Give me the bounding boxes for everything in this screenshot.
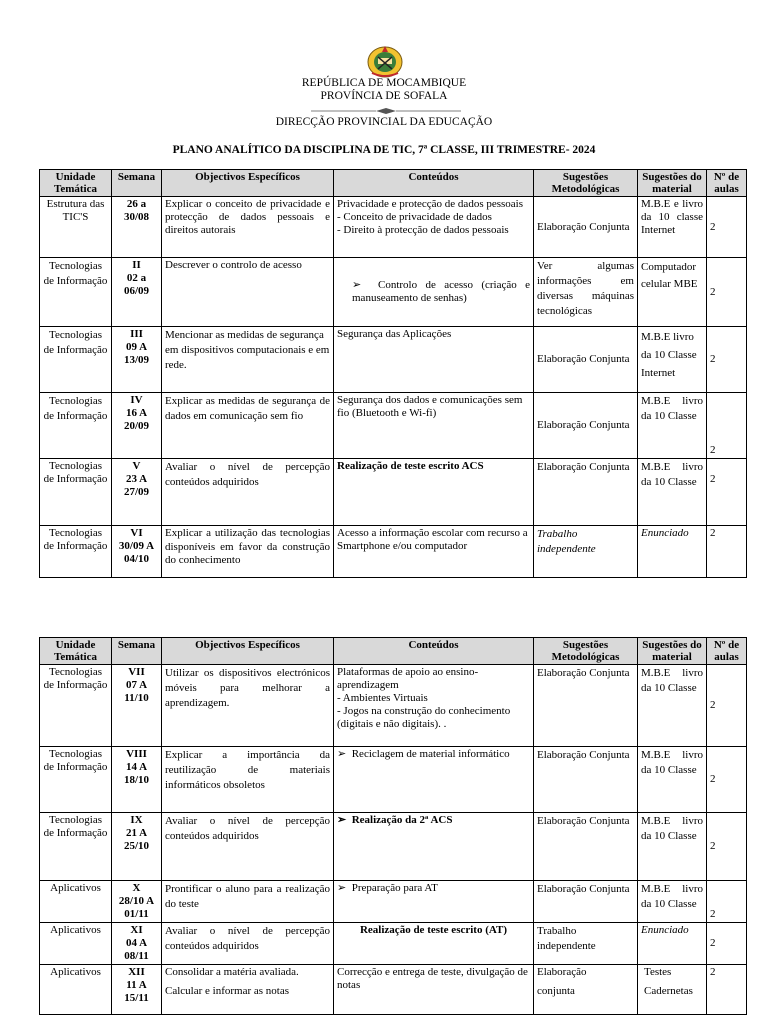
week-number: III	[130, 328, 143, 340]
week-dates: 14 A 18/10	[123, 761, 150, 786]
aulas-cell: 2	[707, 665, 747, 747]
content-line: Plataformas de apoio ao ensino-aprendizagem	[337, 666, 479, 691]
aulas-cell: 2	[707, 747, 747, 813]
unit-cell: Tecnologias de Informação	[40, 327, 112, 393]
material-cell: Enunciado	[638, 923, 707, 965]
material-cell: Computador celular MBE	[638, 258, 707, 327]
column-header: Semana	[112, 638, 162, 665]
week-dates: 04 A 08/11	[124, 937, 149, 962]
column-header: Sugestões Metodológicas	[534, 170, 638, 197]
content-cell	[334, 665, 534, 747]
material-line: Cadernetas	[644, 985, 693, 997]
aulas-cell: 2	[707, 393, 747, 459]
method-cell: Elaboração Conjunta	[534, 459, 638, 526]
week-number: XI	[130, 924, 143, 936]
column-header: Unidade Temática	[40, 638, 112, 665]
table-row	[40, 258, 747, 327]
objective-line: Calcular e informar as notas	[165, 985, 290, 997]
content-cell	[334, 327, 534, 393]
content-line: - Jogos na construção do conhecimento (digitais e não digitais). .	[337, 705, 511, 730]
method-cell: Elaboração Conjunta	[534, 197, 638, 258]
content-line: Privacidade e protecção de dados pessoais	[337, 198, 524, 210]
material-cell: M.B.E livro da 10 Classe	[638, 747, 707, 813]
material-cell: M.B.E livro da 10 Classe	[638, 665, 707, 747]
unit-cell: Aplicativos	[40, 965, 112, 1015]
content-cell	[334, 923, 534, 965]
material-cell: Enunciado	[638, 526, 707, 578]
column-header: Unidade Temática	[40, 170, 112, 197]
method-cell: Trabalho independente	[534, 526, 638, 578]
objective-cell: Utilizar os dispositivos electrónicos móveis para melhorar a aprendizagem.	[162, 665, 334, 747]
content-line: ➢ Reciclagem de material informático	[337, 748, 530, 761]
method-line: conjunta	[537, 985, 575, 997]
table-row	[40, 459, 747, 526]
week-cell	[112, 881, 162, 923]
method-cell: Elaboração Conjunta	[534, 393, 638, 459]
week-dates: 23 A 27/09	[123, 473, 150, 498]
unit-cell: Aplicativos	[40, 881, 112, 923]
week-dates: 26 a 30/08	[123, 198, 150, 223]
method-cell: Elaboração Conjunta	[534, 881, 638, 923]
column-header: Sugestões Metodológicas	[534, 638, 638, 665]
objective-cell: Explicar o conceito de privacidade e protecção de dados pessoais e direitos autorais	[162, 197, 334, 258]
content-cell	[334, 197, 534, 258]
material-cell: M.B.E livro da 10 Classe	[638, 393, 707, 459]
aulas-cell: 2	[707, 459, 747, 526]
content-cell	[334, 965, 534, 1015]
unit-cell: Tecnologias de Informação	[40, 813, 112, 881]
plan-table-2	[39, 637, 747, 1015]
week-number: X	[132, 882, 141, 894]
unit-cell: Estrutura das TIC'S	[40, 197, 112, 258]
column-header: Conteúdos	[334, 170, 534, 197]
unit-cell: Tecnologias de Informação	[40, 393, 112, 459]
objective-cell: Explicar as medidas de segurança de dados em comunicação sem fio	[162, 393, 334, 459]
content-line: Segurança dos dados e comunicações sem fio (Bluetooth e Wi-fi)	[337, 394, 523, 419]
aulas-cell: 2	[707, 327, 747, 393]
header-divider	[311, 108, 461, 114]
week-number: XII	[128, 966, 145, 978]
column-header: Sugestões do material	[638, 638, 707, 665]
content-line: - Conceito de privacidade de dados	[337, 211, 492, 223]
directorate-name: DIRECÇÃO PROVINCIAL DA EDUCAÇÃO	[275, 116, 493, 128]
content-line: ➢ Preparação para AT	[337, 882, 530, 895]
week-cell	[112, 747, 162, 813]
aulas-cell: 2	[707, 881, 747, 923]
method-cell: Trabalho independente	[534, 923, 638, 965]
week-cell	[112, 197, 162, 258]
week-cell	[112, 327, 162, 393]
content-line: ➢ Realização da 2ª ACS	[337, 814, 530, 827]
content-line: Realização de teste escrito ACS	[337, 460, 484, 472]
objective-cell: Mencionar as medidas de segurança em dispositivos computacionais e em rede.	[162, 327, 334, 393]
table-row	[40, 813, 747, 881]
objective-cell: Explicar a importância da reutilização de materiais informáticos obsoletos	[162, 747, 334, 813]
material-line: Testes	[644, 966, 672, 978]
column-header: Objectivos Específicos	[162, 170, 334, 197]
table-header-row	[40, 170, 747, 197]
material-cell: M.B.E livro da 10 Classe	[638, 881, 707, 923]
content-line: Segurança das Aplicações	[337, 328, 452, 340]
week-number: IX	[130, 814, 143, 826]
method-cell	[534, 965, 638, 1015]
table-row	[40, 393, 747, 459]
week-number: IV	[130, 394, 143, 406]
week-dates: 09 A 13/09	[123, 341, 150, 366]
content-line: - Ambientes Virtuais	[337, 692, 428, 704]
table-row	[40, 665, 747, 747]
column-header: Objectivos Específicos	[162, 638, 334, 665]
material-cell	[638, 965, 707, 1015]
content-cell	[334, 526, 534, 578]
aulas-cell: 2	[707, 923, 747, 965]
objective-line: Consolidar a matéria avaliada.	[165, 966, 299, 978]
aulas-cell: 2	[707, 197, 747, 258]
column-header: Semana	[112, 170, 162, 197]
week-cell	[112, 393, 162, 459]
method-cell: Elaboração Conjunta	[534, 813, 638, 881]
content-cell	[334, 881, 534, 923]
material-cell: M.B.E e livro da 10 classe Internet	[638, 197, 707, 258]
week-cell	[112, 258, 162, 327]
week-dates: 07 A 11/10	[124, 679, 149, 704]
republic-name: REPÚBLICA DE MOCAMBIQUE	[301, 77, 467, 89]
week-number: VI	[130, 527, 143, 539]
column-header: Conteúdos	[334, 638, 534, 665]
content-line: Acesso a informação escolar com recurso a Smartphone e/ou computador	[337, 527, 528, 552]
week-dates: 16 A 20/09	[123, 407, 150, 432]
week-cell	[112, 665, 162, 747]
column-header: Sugestões do material	[638, 170, 707, 197]
content-cell	[334, 747, 534, 813]
week-dates: 30/09 A 04/10	[118, 540, 155, 565]
material-cell: M.B.E livro da 10 Classe	[638, 459, 707, 526]
objective-cell: Prontificar o aluno para a realização do teste	[162, 881, 334, 923]
method-cell: Elaboração Conjunta	[534, 327, 638, 393]
content-cell	[334, 459, 534, 526]
aulas-cell: 2	[707, 258, 747, 327]
week-cell	[112, 923, 162, 965]
content-line: ➢ Controlo de acesso (criação e manuseamento de senhas)	[352, 279, 530, 305]
week-cell	[112, 459, 162, 526]
table-row	[40, 327, 747, 393]
document-title: PLANO ANALÍTICO DA DISCIPLINA DE TIC, 7ª CLASSE, III TRIMESTRE- 2024	[172, 144, 596, 156]
method-line: Elaboração	[537, 966, 587, 978]
plan-table-1	[39, 169, 747, 578]
week-number: VII	[128, 666, 145, 678]
objective-cell: Descrever o controlo de acesso	[162, 258, 334, 327]
republic-emblem-icon	[366, 43, 404, 79]
unit-cell: Aplicativos	[40, 923, 112, 965]
objective-cell: Avaliar o nível de percepção conteúdos adquiridos	[162, 813, 334, 881]
column-header: Nº de aulas	[707, 638, 747, 665]
content-line: Correcção e entrega de teste, divulgação de notas	[337, 966, 528, 991]
content-cell	[334, 813, 534, 881]
unit-cell: Tecnologias de Informação	[40, 459, 112, 526]
unit-cell: Tecnologias de Informação	[40, 747, 112, 813]
method-cell: Elaboração Conjunta	[534, 665, 638, 747]
content-cell	[334, 258, 534, 327]
column-header: Nº de aulas	[707, 170, 747, 197]
week-number: V	[132, 460, 141, 472]
week-cell	[112, 526, 162, 578]
table-row	[40, 526, 747, 578]
content-line: - Direito à protecção de dados pessoais	[337, 224, 509, 236]
week-dates: 28/10 A 01/11	[118, 895, 155, 920]
material-cell: M.B.E livro da 10 Classe Internet	[638, 327, 707, 393]
table-row	[40, 881, 747, 923]
content-line: Realização de teste escrito (AT)	[359, 924, 507, 936]
aulas-cell: 2	[707, 813, 747, 881]
table-row	[40, 923, 747, 965]
week-cell	[112, 965, 162, 1015]
content-cell	[334, 393, 534, 459]
objective-cell: Avaliar o nível de percepção conteúdos adquiridos	[162, 459, 334, 526]
objective-cell: Avaliar o nível de percepção conteúdos adquiridos	[162, 923, 334, 965]
method-cell: Ver algumas informações em diversas máquinas tecnológicas	[534, 258, 638, 327]
province-name: PROVÍNCIA DE SOFALA	[320, 90, 448, 102]
table-row	[40, 197, 747, 258]
aulas-cell: 2	[707, 965, 747, 1015]
week-cell	[112, 813, 162, 881]
week-dates: 02 a 06/09	[123, 272, 150, 297]
week-number: VIII	[126, 748, 147, 760]
week-dates: 21 A 25/10	[123, 827, 150, 852]
aulas-cell: 2	[707, 526, 747, 578]
table-header-row	[40, 638, 747, 665]
objective-cell	[162, 965, 334, 1015]
material-cell: M.B.E livro da 10 Classe	[638, 813, 707, 881]
unit-cell: Tecnologias de Informação	[40, 258, 112, 327]
week-number: II	[132, 259, 141, 271]
unit-cell: Tecnologias de Informação	[40, 526, 112, 578]
table-row	[40, 747, 747, 813]
unit-cell: Tecnologias de Informação	[40, 665, 112, 747]
objective-cell: Explicar a utilização das tecnologias disponíveis em favor da construção do conhecimento	[162, 526, 334, 578]
week-dates: 11 A 15/11	[124, 979, 149, 1004]
table-row	[40, 965, 747, 1015]
method-cell: Elaboração Conjunta	[534, 747, 638, 813]
